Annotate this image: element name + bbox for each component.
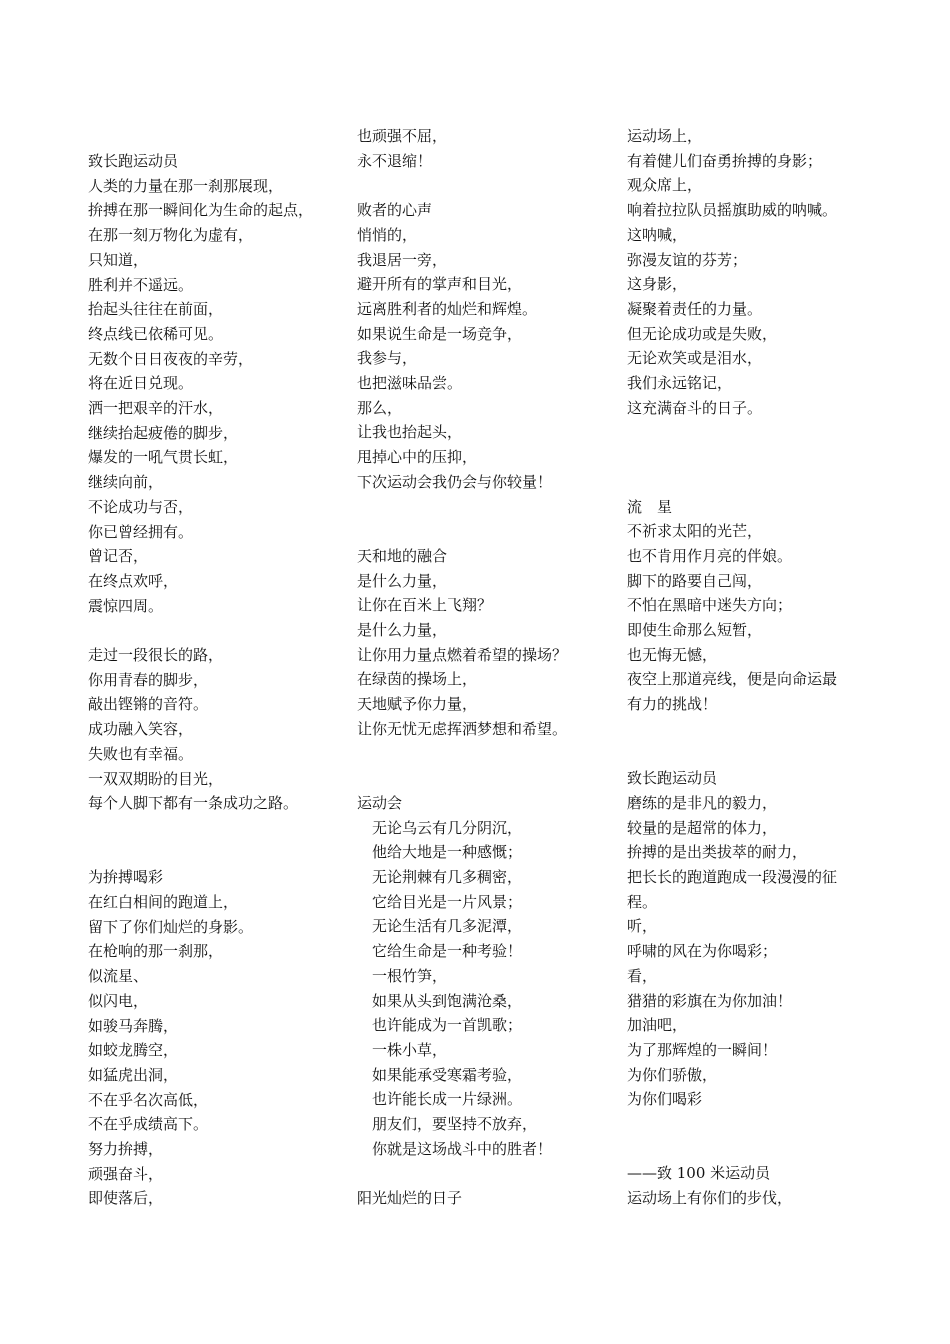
poem-line: 在红白相间的跑道上， (88, 893, 239, 912)
poem-line: 每个人脚下都有一条成功之路。 (88, 794, 299, 813)
poem-line: 如猛虎出洞， (88, 1065, 179, 1084)
poem-line: 成功融入笑容， (88, 720, 194, 739)
poem-line: 敲出铿锵的音符。 (88, 695, 209, 714)
poem-line: 不怕在黑暗中迷失方向； (627, 596, 793, 615)
blank-line (627, 445, 872, 470)
poem-line: 夜空上那道亮线，便是向命运最 (627, 670, 838, 689)
poem-line: 它给目光是一片风景； (357, 892, 523, 911)
blank-line (357, 173, 607, 198)
poem-line: 为了那辉煌的一瞬间！ (627, 1040, 778, 1059)
poem-line: 你就是这场战斗中的胜者！ (357, 1139, 553, 1158)
poem-line: 失败也有幸福。 (88, 744, 194, 763)
poem-line: 让你无忧无虑挥洒梦想和希望。 (357, 719, 568, 738)
poem-line: 在绿茵的操场上， (357, 670, 478, 689)
blank-line (627, 420, 872, 445)
poem-line: 在枪响的那一刹那， (88, 942, 224, 961)
poem-line: 为你们骄傲， (627, 1065, 718, 1084)
poem-line: 不在乎成绩高下。 (88, 1115, 209, 1134)
poem-line: 抬起头往往在前面， (88, 300, 224, 319)
poem-line: 如蛟龙腾空， (88, 1041, 179, 1060)
poem-line: 你用青春的脚步， (88, 670, 209, 689)
poem-line: 较量的是超常的体力， (627, 818, 778, 837)
poem-line: 一根竹笋， (357, 966, 448, 985)
blank-line (357, 495, 607, 520)
poem-line: 把长长的跑道跑成一段漫漫的征 (627, 868, 838, 887)
poem-line: 在那一刻万物化为虚有， (88, 226, 254, 245)
poem-line: 不论成功与否， (88, 497, 194, 516)
poem-line: 如果能承受寒霜考验， (357, 1065, 523, 1084)
poem-line: 只知道， (88, 250, 149, 269)
poem-line: 他给大地是一种感慨； (357, 843, 523, 862)
poem-line: 响着拉拉队员摇旗助威的呐喊。 (627, 201, 838, 220)
poem-line: 天和地的融合 (357, 546, 448, 565)
poem-line: 即使生命那么短暂， (627, 621, 763, 640)
blank-line (357, 519, 607, 544)
poem-line: 让你用力量点燃着希望的操场？ (357, 645, 568, 664)
blank-line (88, 618, 338, 643)
poem-line: 在终点欢呼， (88, 571, 179, 590)
poem-line: 它给生命是一种考验！ (357, 942, 523, 961)
poem-line: ——致 100 米运动员 (627, 1164, 771, 1183)
poem-line: 如果说生命是一场竞争， (357, 324, 523, 343)
poem-line: 运动会 (357, 793, 403, 812)
blank-line (357, 766, 607, 791)
poem-line: 继续向前， (88, 473, 164, 492)
poem-line: 无论荆棘有几多稠密， (357, 868, 523, 887)
poem-line: 爆发的一吼气贯长虹， (88, 448, 239, 467)
poem-line: 致长跑运动员 (88, 152, 179, 170)
poem-line: 走过一段很长的路， (88, 646, 224, 665)
blank-line (357, 742, 607, 767)
poem-line: 败者的心声 (357, 201, 433, 220)
poem-line: 悄悄的， (357, 225, 418, 244)
poem-line: 洒一把艰辛的汗水， (88, 399, 224, 418)
poem-line: 拚搏的是出类拔萃的耐力， (627, 843, 808, 862)
poem-line: 但无论成功或是失败， (627, 324, 778, 343)
poem-line: 我们永远铭记， (627, 374, 733, 393)
poem-line: 看， (627, 966, 658, 985)
poem-line: 继续抬起疲倦的脚步， (88, 423, 239, 442)
poem-line: 无论乌云有几分阴沉， (357, 818, 523, 837)
blank-line (88, 816, 338, 841)
poem-line: 如骏马奔腾， (88, 1016, 179, 1035)
poem-line: 远离胜利者的灿烂和辉煌。 (357, 299, 538, 318)
poem-line: 无数个日日夜夜的辛劳， (88, 349, 254, 368)
poem-column-left (88, 149, 338, 1211)
blank-line (627, 742, 872, 767)
poem-line: 朋友们，要坚持不放弃， (357, 1115, 538, 1134)
poem-line: 拚搏在那一瞬间化为生命的起点， (88, 201, 314, 220)
poem-line: 甩掉心中的压抑， (357, 448, 478, 467)
poem-line: 听， (627, 917, 658, 936)
poem-line: 下次运动会我仍会与你较量！ (357, 472, 553, 491)
blank-line (88, 841, 338, 866)
poem-line: 加油吧， (627, 1016, 688, 1035)
poem-line: 将在近日兑现。 (88, 374, 194, 393)
poem-line: 这身影， (627, 275, 688, 294)
poem-line: 这充满奋斗的日子。 (627, 398, 763, 417)
poem-line: 如果从头到饱满沧桑， (357, 991, 523, 1010)
poem-line: 让我也抬起头， (357, 423, 463, 442)
poem-line: 不祈求太阳的光芒， (627, 522, 763, 541)
poem-line: 运动场上有你们的步伐， (627, 1189, 793, 1208)
poem-line: 我参与， (357, 349, 418, 368)
poem-line: 为你们喝彩 (627, 1090, 703, 1109)
blank-line (627, 1112, 872, 1137)
poem-line: 为拚搏喝彩 (88, 868, 164, 887)
poem-line: 是什么力量， (357, 571, 448, 590)
blank-line (357, 1161, 607, 1186)
blank-line (627, 470, 872, 495)
poem-line: 运动场上， (627, 127, 703, 145)
poem-line: 磨练的是非凡的毅力， (627, 793, 778, 812)
poem-line: 胜利并不遥远。 (88, 275, 194, 294)
poem-column-middle (357, 124, 607, 1211)
poem-line: 程。 (627, 892, 658, 911)
poem-line: 不在乎名次高低， (88, 1090, 209, 1109)
poem-line: 阳光灿烂的日子 (357, 1189, 463, 1208)
poem-line: 一双双期盼的目光， (88, 769, 224, 788)
poem-line: 猎猎的彩旗在为你加油！ (627, 991, 793, 1010)
poem-line: 天地赋予你力量， (357, 695, 478, 714)
poem-line: 是什么力量， (357, 621, 448, 640)
poem-line: 无论欢笑或是泪水， (627, 349, 763, 368)
poem-line: 也把滋味品尝。 (357, 374, 463, 393)
poem-line: 也许能长成一片绿洲。 (357, 1090, 523, 1109)
blank-line (627, 1137, 872, 1162)
poem-column-right (627, 124, 872, 1211)
poem-line: 也许能成为一首凯歌； (357, 1016, 523, 1035)
poem-line: 这呐喊， (627, 225, 688, 244)
poem-line: 一株小草， (357, 1040, 448, 1059)
poem-line: 有力的挑战！ (627, 695, 718, 714)
poem-line: 观众席上， (627, 176, 703, 195)
poem-line: 呼啸的风在为你喝彩； (627, 942, 778, 961)
poem-line: 似流星、 (88, 967, 149, 986)
poem-line: 曾记否， (88, 547, 149, 566)
poem-line: 流 星 (627, 497, 673, 516)
poem-line: 我退居一旁， (357, 250, 448, 269)
poem-line: 有着健儿们奋勇拚搏的身影； (627, 151, 823, 170)
poem-line: 终点线已依稀可见。 (88, 324, 224, 343)
poem-line: 那么， (357, 398, 403, 417)
poem-line: 致长跑运动员 (627, 769, 718, 788)
poem-line: 永不退缩！ (357, 151, 433, 170)
poem-line: 人类的力量在那一刹那展现， (88, 176, 284, 195)
poem-line: 也顽强不屈， (357, 127, 448, 145)
poem-line: 震惊四周。 (88, 596, 164, 615)
blank-line (627, 717, 872, 742)
poem-line: 即使落后， (88, 1189, 164, 1208)
poem-line: 脚下的路要自己闯， (627, 571, 763, 590)
poem-line: 你已曾经拥有。 (88, 522, 194, 541)
poem-line: 让你在百米上飞翔？ (357, 596, 493, 615)
poem-line: 无论生活有几多泥潭， (357, 917, 523, 936)
poem-line: 留下了你们灿烂的身影。 (88, 917, 254, 936)
poem-line: 避开所有的掌声和目光， (357, 275, 523, 294)
poem-line: 顽强奋斗， (88, 1164, 164, 1183)
poem-line: 努力拚搏， (88, 1140, 164, 1159)
poem-line: 弥漫友谊的芬芳； (627, 250, 748, 269)
poem-line: 凝聚着责任的力量。 (627, 299, 763, 318)
poem-line: 也不肯用作月亮的伴娘。 (627, 546, 793, 565)
poem-line: 也无悔无憾， (627, 645, 718, 664)
poem-line: 似闪电， (88, 991, 149, 1010)
